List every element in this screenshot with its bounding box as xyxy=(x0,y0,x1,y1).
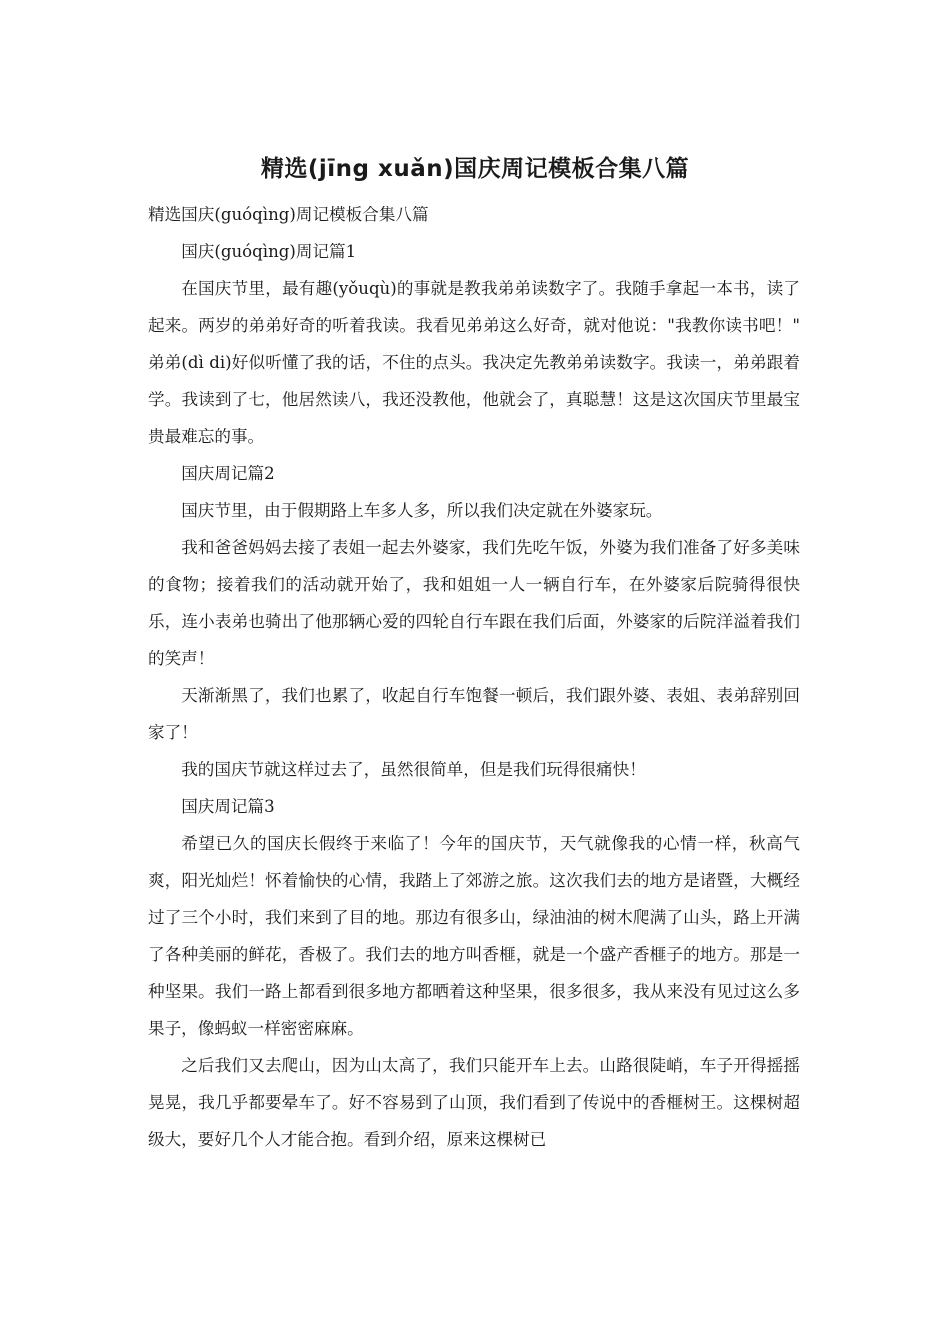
paragraph: 之后我们又去爬山，因为山太高了，我们只能开车上去。山路很陡峭，车子开得摇摇晃晃，我几乎都要晕车了。好不容易到了山顶，我们看到了传说中的香榧树王。这棵树超级大，要好几个人才能合抱。看到介绍，原来这棵树已 xyxy=(148,1056,800,1149)
section-heading-2: 国庆周记篇2 xyxy=(181,464,275,483)
paragraph: 我的国庆节就这样过去了，虽然很简单，但是我们玩得很痛快！ xyxy=(181,760,646,779)
paragraph-subtitle: 精选国庆(guóqìng)周记模板合集八篇 xyxy=(148,205,429,224)
document-title: 精选(jīng xuǎn)国庆周记模板合集八篇 xyxy=(260,156,690,182)
paragraph: 我和爸爸妈妈去接了表姐一起去外婆家，我们先吃午饭，外婆为我们准备了好多美味的食物；接着我们的活动就开始了，我和姐姐一人一辆自行车，在外婆家后院骑得很快乐，连小表弟也骑出了他那辆心爱的四轮自行车跟在我们后面，外婆家的后院洋溢着我们的笑声！ xyxy=(148,538,800,668)
paragraph: 在国庆节里，最有趣(yǒuqù)的事就是教我弟弟读数字了。我随手拿起一本书，读了起来。两岁的弟弟好奇的听着我读。我看见弟弟这么好奇，就对他说："我教你读书吧！" 弟弟(dì di)好似听懂了我的话，不住的点头。我决定先教弟弟读数字。我读一，弟弟跟着学。我读到了七，他居然读八，我还没教他，他就会了，真聪慧！这是这次国庆节里最宝贵最难忘的事。 xyxy=(148,279,800,446)
paragraph: 国庆节里，由于假期路上车多人多，所以我们决定就在外婆家玩。 xyxy=(181,501,663,520)
section-heading-3: 国庆周记篇3 xyxy=(181,797,275,816)
paragraph: 天渐渐黑了，我们也累了，收起自行车饱餐一顿后，我们跟外婆、表姐、表弟辞别回家了！ xyxy=(148,686,800,742)
section-heading-1: 国庆(guóqìng)周记篇1 xyxy=(181,242,357,261)
paragraph: 希望已久的国庆长假终于来临了！今年的国庆节，天气就像我的心情一样，秋高气爽，阳光灿烂！怀着愉快的心情，我踏上了郊游之旅。这次我们去的地方是诸暨，大概经过了三个小时，我们来到了目的地。那边有很多山，绿油油的树木爬满了山头，路上开满了各种美丽的鲜花，香极了。我们去的地方叫香榧，就是一个盛产香榧子的地方。那是一种坚果。我们一路上都看到很多地方都晒着这种坚果，很多很多，我从来没有见过这么多果子，像蚂蚁一样密密麻麻。 xyxy=(148,834,800,1038)
document-body xyxy=(148,196,800,1158)
